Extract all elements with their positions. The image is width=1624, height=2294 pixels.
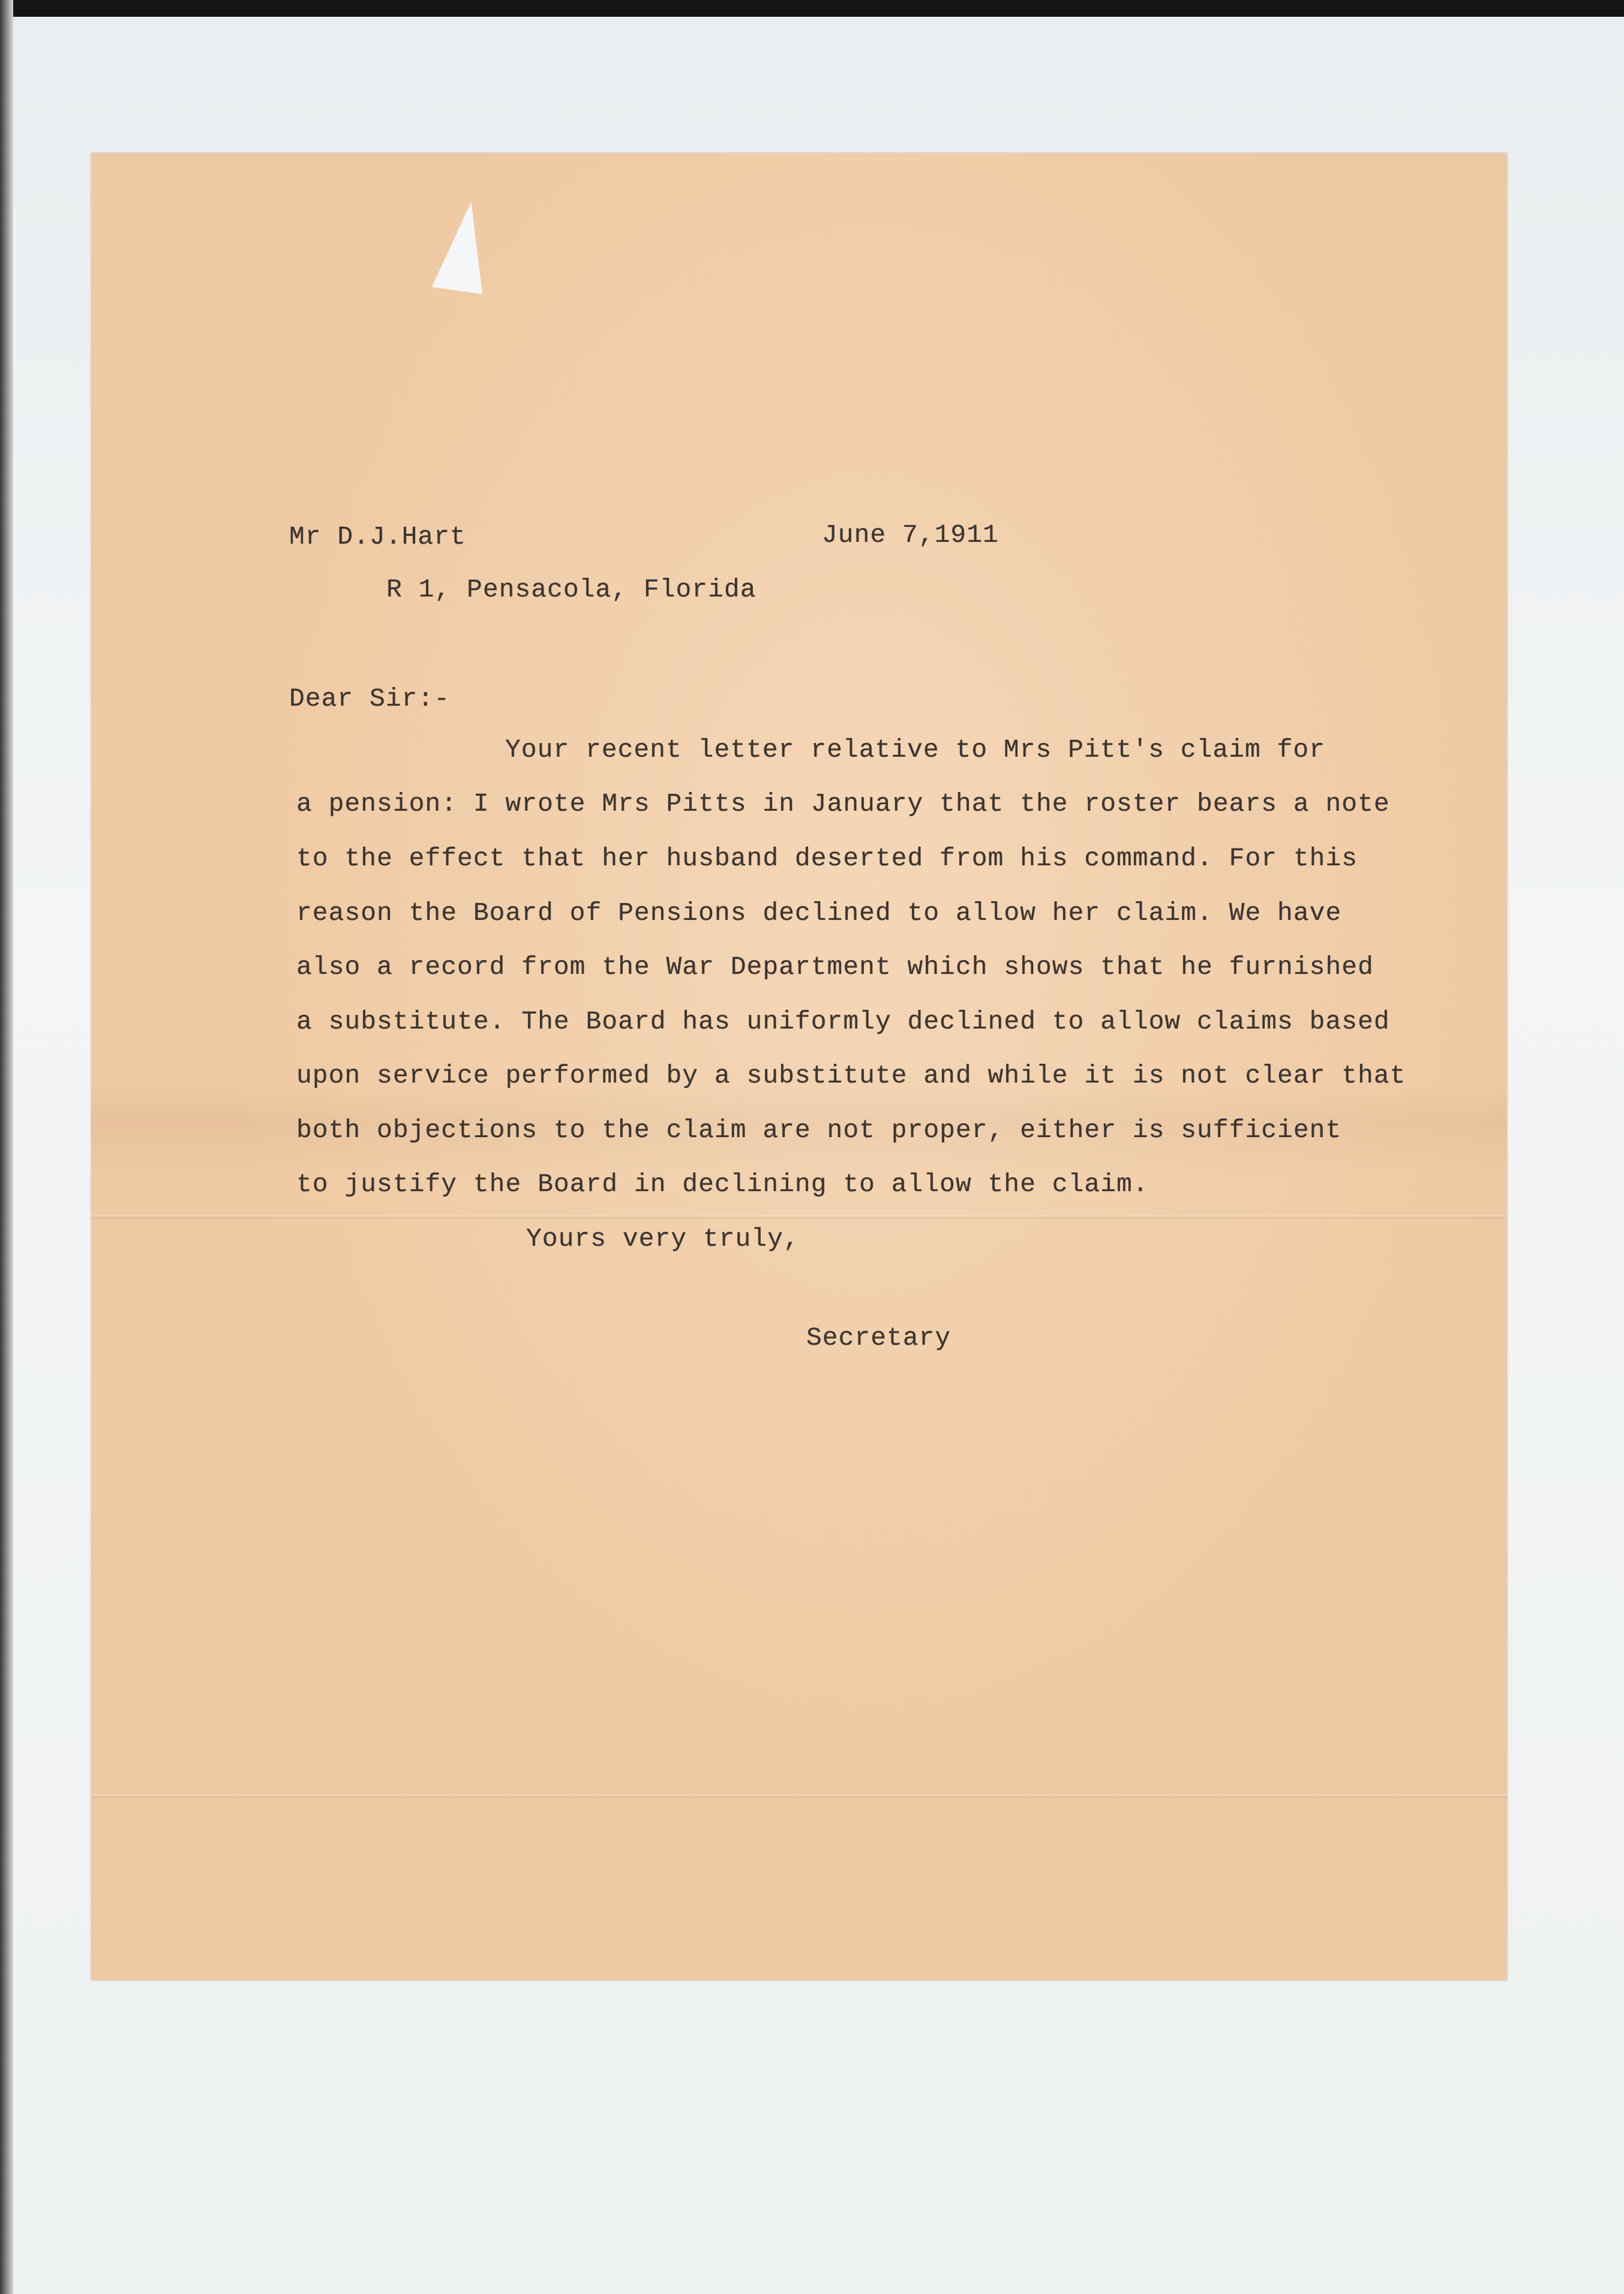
signature-title: Secretary — [806, 1323, 951, 1353]
body-line: also a record from the War Department which shows that he furnished — [296, 952, 1374, 982]
body-line: a pension: I wrote Mrs Pitts in January that the roster bears a note — [296, 789, 1390, 818]
complimentary-closing: Yours very truly, — [526, 1224, 800, 1254]
fold-line — [91, 1215, 1507, 1219]
body-line: to justify the Board in declining to allow the claim. — [296, 1170, 1149, 1199]
body-line: a substitute. The Board has uniformly declined to allow claims based — [296, 1007, 1390, 1036]
letter-date: June 7,1911 — [822, 520, 999, 550]
body-line: to the effect that her husband deserted from his command. For this — [296, 844, 1358, 873]
fold-line — [91, 1794, 1507, 1798]
body-line: reason the Board of Pensions declined to allow her claim. We have — [296, 898, 1342, 928]
recipient-address: R 1, Pensacola, Florida — [386, 575, 757, 604]
body-line: upon service performed by a substitute and while it is not clear that — [296, 1061, 1406, 1090]
body-line: both objections to the claim are not proper, either is sufficient — [296, 1115, 1342, 1145]
letter-page — [91, 153, 1507, 1980]
salutation: Dear Sir:- — [289, 684, 451, 713]
scan-top-edge — [0, 0, 1624, 17]
scan-left-edge — [0, 0, 13, 2294]
body-line: Your recent letter relative to Mrs Pitt's claim for — [505, 735, 1326, 764]
torn-paper-mark — [432, 198, 495, 294]
recipient-name: Mr D.J.Hart — [289, 522, 466, 551]
